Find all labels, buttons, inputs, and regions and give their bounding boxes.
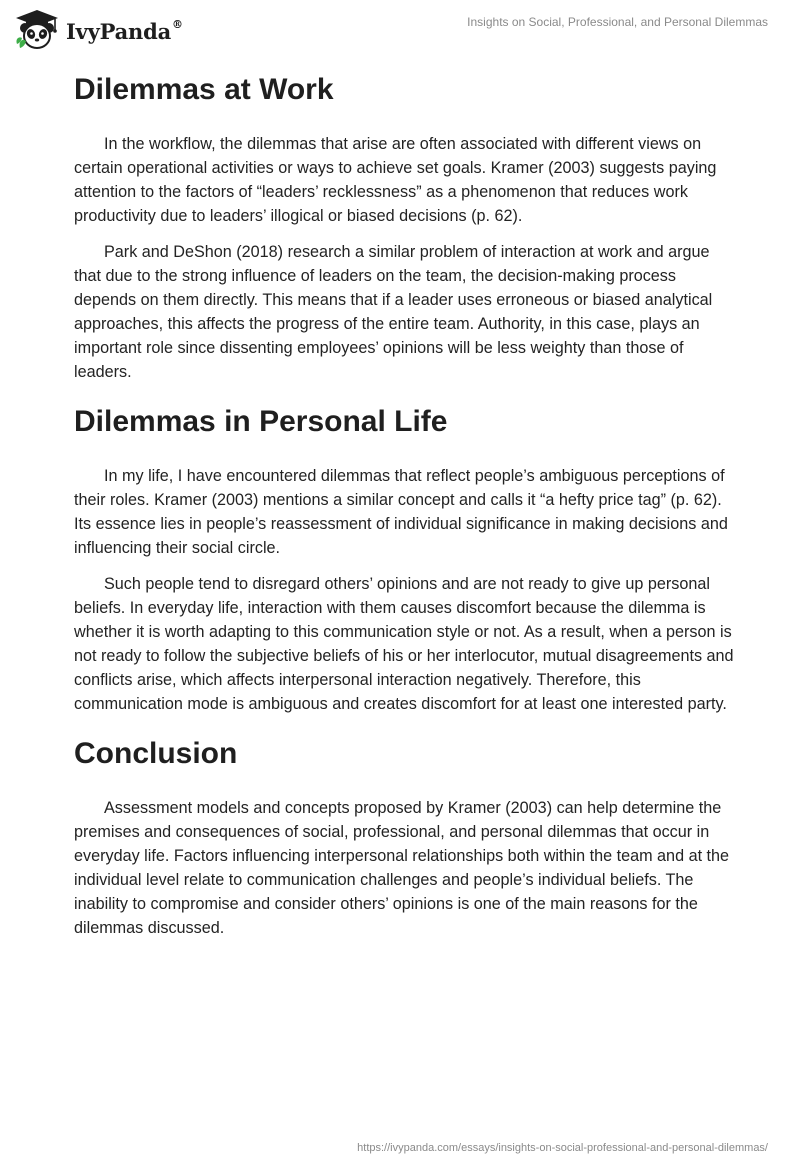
brand-name: IvyPanda® xyxy=(66,17,183,44)
page-header xyxy=(0,0,800,60)
ivypanda-logo[interactable] xyxy=(14,8,183,52)
registered-mark: ® xyxy=(172,17,183,31)
paragraph: Assessment models and concepts proposed by Kramer (2003) can help determine the premises and consequences of social, professional, and personal dilemmas that occur in everyday life. Factors influencing interpersonal relationships both within the team and at the individual level relate to communication challenges and people’s individual beliefs. The inability to compromise and consider others’ opinions is one of the main reasons for the dilemmas discussed. xyxy=(74,799,730,937)
paragraph: Such people tend to disregard others’ opinions and are not ready to give up personal beliefs. In everyday life, interaction with them causes discomfort because the dilemma is whether it is worth adapting to this communication style or not. As a result, when a person is not ready to follow the subjective beliefs of his or her interlocutor, mutual disagreements and conflicts arise, which affects interpersonal interaction negatively. Therefore, this communication mode is ambiguous and creates discomfort for at least one interested party. xyxy=(74,575,734,713)
section-heading: Dilemmas in Personal Life xyxy=(74,405,448,438)
running-title: Insights on Social, Professional, and Personal Dilemmas xyxy=(467,15,768,29)
paragraph: In the workflow, the dilemmas that arise are often associated with different views on certain operational activities or ways to achieve set goals. Kramer (2003) suggests paying attention to the factors of “leaders’ recklessness” as a phenomenon that reduces work productivity due to leaders’ illogical or biased decisions (p. 62). xyxy=(74,135,717,225)
essay-content xyxy=(74,70,734,952)
panda-graduate-icon xyxy=(14,8,60,52)
paragraph: In my life, I have encountered dilemmas that reflect people’s ambiguous perceptions of their roles. Kramer (2003) mentions a similar concept and calls it “a hefty price tag” (p. 62). Its essence lies in people’s reassessment of individual significance in making decisions and influencing their social circle. xyxy=(74,467,728,557)
section-dilemmas-personal-life xyxy=(74,402,734,716)
paragraph: Park and DeShon (2018) research a similar problem of interaction at work and argue that due to the strong influence of leaders on the team, the decision-making process depends on them directly. This means that if a leader uses erroneous or biased analytical approaches, this affects the progress of the entire team. Authority, in this case, plays an important role since dissenting employees’ opinions will be less weighty than those of leaders. xyxy=(74,243,713,381)
section-heading: Dilemmas at Work xyxy=(74,73,334,106)
section-heading: Conclusion xyxy=(74,737,238,770)
section-dilemmas-at-work xyxy=(74,70,734,384)
section-conclusion xyxy=(74,734,734,940)
source-url[interactable]: https://ivypanda.com/essays/insights-on-social-professional-and-personal-dilemmas/ xyxy=(357,1142,768,1154)
